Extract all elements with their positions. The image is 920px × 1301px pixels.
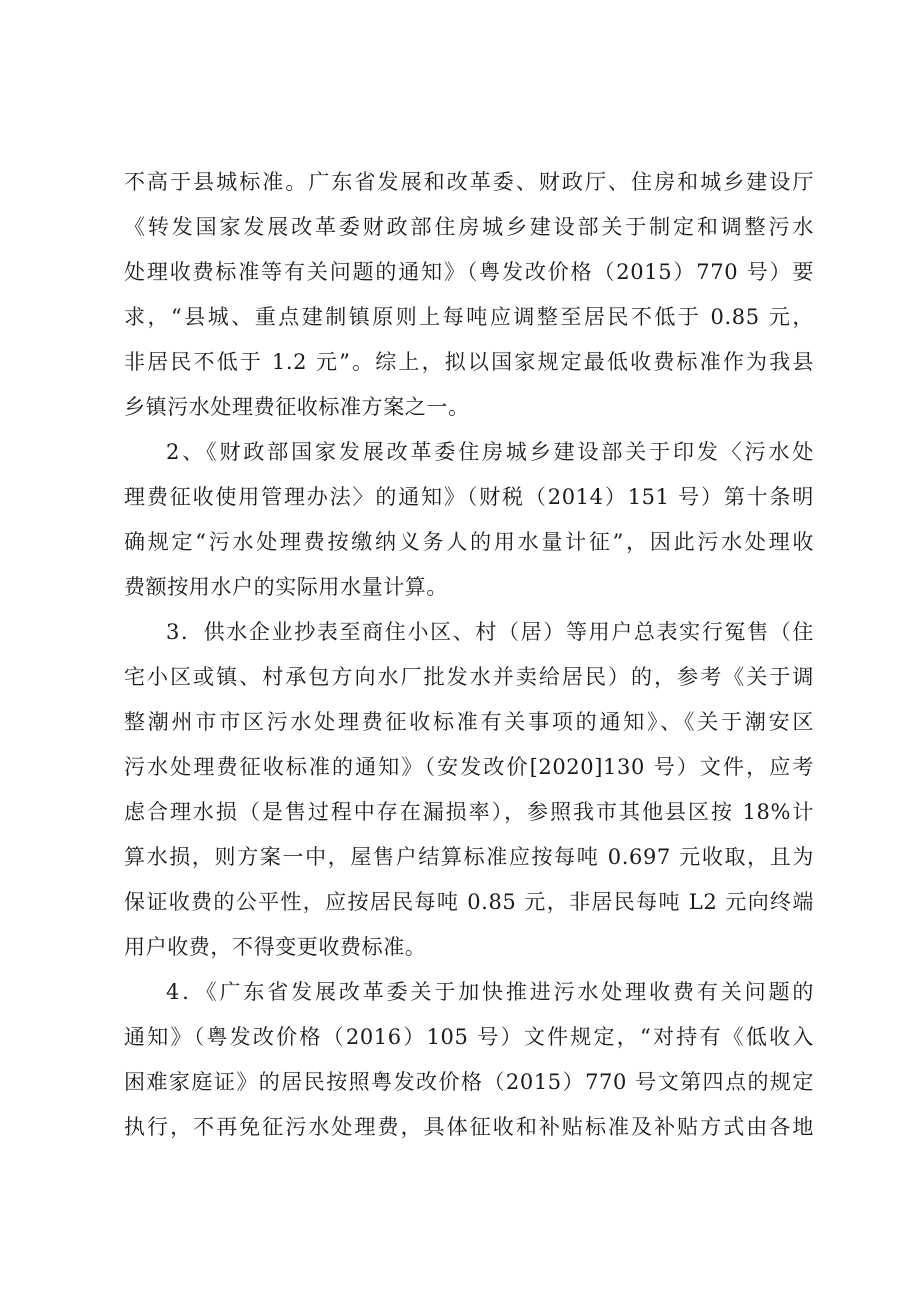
paragraph-3-line-5: 虑合理水损（是售过程中存在漏损率），参照我市其他县区按 18%计: [124, 800, 814, 824]
paragraph-3-line-8: 用户收费，不得变更收费标准。: [124, 935, 427, 959]
paragraph-3-line-7: 保证收费的公平性，应按居民每吨 0.85 元，非居民每吨 L2 元向终端: [124, 890, 814, 914]
paragraph-2-line-4: 费额按用水户的实际用水量计算。: [124, 575, 448, 599]
paragraph-1-line-1: 不高于县城标准。广东省发展和改革委、财政厅、住房和城乡建设厅: [124, 170, 814, 194]
paragraph-3-line-1: 3．供水企业抄表至商住小区、村（居）等用户总表实行冤售（住: [166, 620, 814, 644]
paragraph-1-line-6: 乡镇污水处理费征收标准方案之一。: [124, 395, 470, 419]
paragraph-4-line-1: 4．《广东省发展改革委关于加快推进污水处理收费有关问题的: [166, 980, 814, 1004]
paragraph-1-line-3: 处理收费标准等有关问题的通知》（粤发改价格（2015）770 号）要: [124, 260, 814, 284]
paragraph-3-line-3: 整潮州市市区污水处理费征收标准有关事项的通知》、《关于潮安区: [124, 710, 814, 734]
paragraph-2-line-3: 确规定“污水处理费按缴纳义务人的用水量计征”，因此污水处理收: [124, 530, 814, 554]
paragraph-3-line-2: 宅小区或镇、村承包方向水厂批发水并卖给居民）的，参考《关于调: [124, 665, 814, 689]
paragraph-1-line-4: 求，“县城、重点建制镇原则上每吨应调整至居民不低于 0.85 元，: [124, 305, 814, 329]
document-body: [124, 160, 814, 1150]
paragraph-2-line-2: 理费征收使用管理办法〉的通知》（财税（2014）151 号）第十条明: [124, 485, 814, 509]
paragraph-4-line-3: 困难家庭证》的居民按照粤发改价格（2015）770 号文第四点的规定: [124, 1070, 814, 1094]
paragraph-1-line-5: 非居民不低于 1.2 元”。综上，拟以国家规定最低收费标准作为我县: [124, 350, 814, 374]
paragraph-3-line-6: 算水损，则方案一中，屋售户结算标准应按每吨 0.697 元收取，且为: [124, 845, 814, 869]
paragraph-2-line-1: 2、《财政部国家发展改革委住房城乡建设部关于印发〈污水处: [166, 440, 814, 464]
paragraph-3-line-4: 污水处理费征收标准的通知》（安发改价[2020]130 号）文件，应考: [124, 755, 814, 779]
paragraph-4-line-4: 执行，不再免征污水处理费，具体征收和补贴标准及补贴方式由各地: [124, 1115, 814, 1139]
paragraph-1-line-2: 《转发国家发展改革委财政部住房城乡建设部关于制定和调整污水: [124, 215, 814, 239]
paragraph-4-line-2: 通知》（粤发改价格（2016）105 号）文件规定，“对持有《低收入: [124, 1025, 814, 1049]
